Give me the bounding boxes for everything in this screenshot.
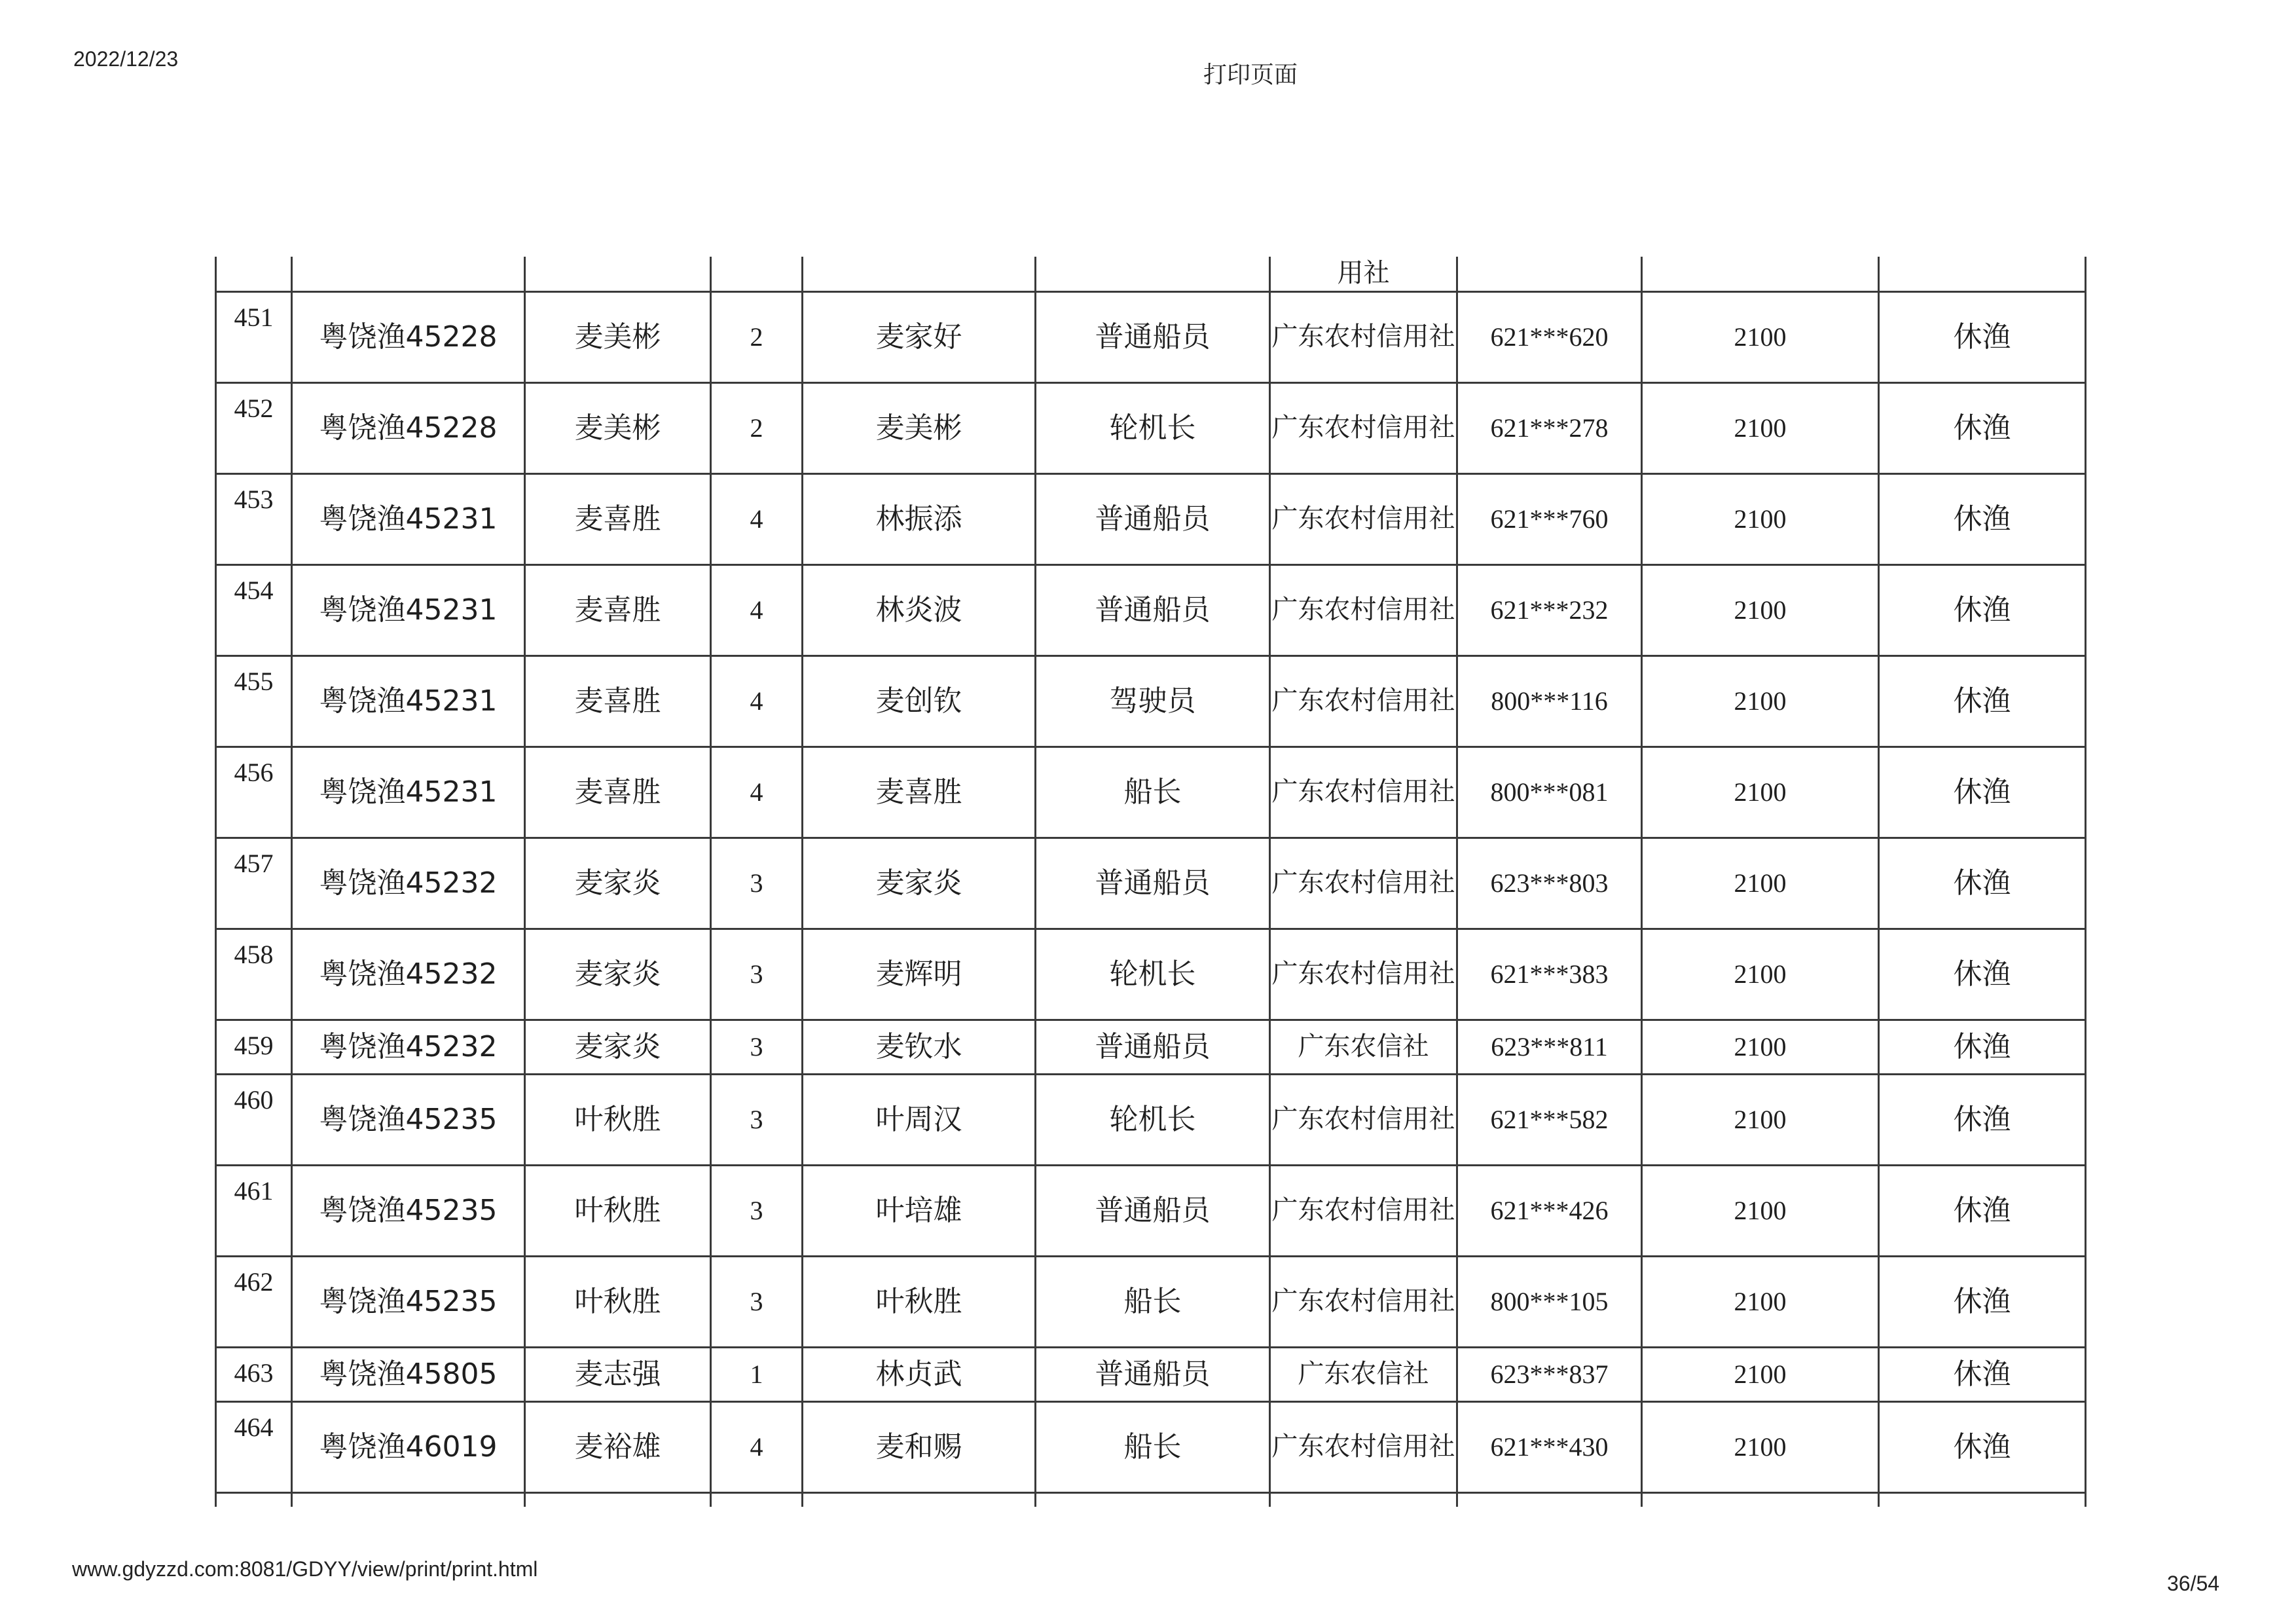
row-number: 461 <box>216 1166 292 1257</box>
crew-count: 4 <box>711 565 803 656</box>
bank-name: 广东农村信用社 <box>1270 656 1457 747</box>
owner-name: 麦喜胜 <box>525 565 711 656</box>
crew-count: 4 <box>711 474 803 565</box>
table-body <box>216 257 2086 1507</box>
crew-count: 2 <box>711 383 803 474</box>
crew-name: 林炎波 <box>803 565 1036 656</box>
crew-name: 麦辉明 <box>803 929 1036 1020</box>
owner-name: 麦喜胜 <box>525 474 711 565</box>
boat-number: 粤饶渔45231 <box>292 747 525 838</box>
boat-number: 粤饶渔45228 <box>292 383 525 474</box>
subsidy-amount: 2100 <box>1642 474 1879 565</box>
account-number: 623***803 <box>1457 838 1642 929</box>
crew-name: 麦家炎 <box>803 838 1036 929</box>
account-number: 800***105 <box>1457 1257 1642 1348</box>
boat-number: 粤饶渔45232 <box>292 929 525 1020</box>
subsidy-amount: 2100 <box>1642 1257 1879 1348</box>
continuation-row <box>216 257 2086 292</box>
bank-name: 广东农村信用社 <box>1270 1166 1457 1257</box>
crew-role: 轮机长 <box>1036 383 1270 474</box>
table-row <box>216 474 2086 565</box>
crew-name: 叶秋胜 <box>803 1257 1036 1348</box>
account-number: 623***811 <box>1457 1020 1642 1075</box>
crew-role: 轮机长 <box>1036 1075 1270 1166</box>
boat-number: 粤饶渔45232 <box>292 1020 525 1075</box>
table-row <box>216 1020 2086 1075</box>
row-number: 458 <box>216 929 292 1020</box>
subsidy-type: 休渔 <box>1879 1402 2086 1493</box>
crew-name: 麦创钦 <box>803 656 1036 747</box>
owner-name: 麦家炎 <box>525 838 711 929</box>
table-row <box>216 1075 2086 1166</box>
row-number: 451 <box>216 292 292 383</box>
owner-name: 麦志强 <box>525 1348 711 1402</box>
subsidy-type: 休渔 <box>1879 1020 2086 1075</box>
crew-role: 普通船员 <box>1036 1020 1270 1075</box>
crew-name: 叶培雄 <box>803 1166 1036 1257</box>
crew-role: 船长 <box>1036 1402 1270 1493</box>
subsidy-type: 休渔 <box>1879 1257 2086 1348</box>
bank-name: 广东农信社 <box>1270 1348 1457 1402</box>
table-row <box>216 1257 2086 1348</box>
boat-number: 粤饶渔45805 <box>292 1348 525 1402</box>
crew-role: 普通船员 <box>1036 838 1270 929</box>
subsidy-amount: 2100 <box>1642 1020 1879 1075</box>
bank-name: 广东农村信用社 <box>1270 747 1457 838</box>
owner-name: 叶秋胜 <box>525 1166 711 1257</box>
boat-number: 粤饶渔46019 <box>292 1402 525 1493</box>
boat-number: 粤饶渔45232 <box>292 838 525 929</box>
crew-name: 林贞武 <box>803 1348 1036 1402</box>
owner-name: 麦家炎 <box>525 1020 711 1075</box>
crew-role: 普通船员 <box>1036 292 1270 383</box>
crew-name: 林振添 <box>803 474 1036 565</box>
crew-name: 麦美彬 <box>803 383 1036 474</box>
subsidy-type: 休渔 <box>1879 565 2086 656</box>
table-row <box>216 929 2086 1020</box>
row-number: 462 <box>216 1257 292 1348</box>
subsidy-amount: 2100 <box>1642 656 1879 747</box>
subsidy-amount: 2100 <box>1642 838 1879 929</box>
table-row <box>216 656 2086 747</box>
account-number: 621***760 <box>1457 474 1642 565</box>
crew-name: 麦钦水 <box>803 1020 1036 1075</box>
table-row <box>216 565 2086 656</box>
row-number: 457 <box>216 838 292 929</box>
continued-bank-text: 用社 <box>1270 257 1457 292</box>
bank-name: 广东农信社 <box>1270 1020 1457 1075</box>
page-title: 打印页面 <box>1203 61 1298 88</box>
crew-count: 3 <box>711 929 803 1020</box>
print-date: 2022/12/23 <box>73 47 179 71</box>
subsidy-type: 休渔 <box>1879 1075 2086 1166</box>
account-number: 623***837 <box>1457 1348 1642 1402</box>
crew-count: 4 <box>711 1402 803 1493</box>
crew-role: 船长 <box>1036 1257 1270 1348</box>
boat-number: 粤饶渔45231 <box>292 656 525 747</box>
subsidy-amount: 2100 <box>1642 747 1879 838</box>
account-number: 621***383 <box>1457 929 1642 1020</box>
boat-number: 粤饶渔45231 <box>292 474 525 565</box>
boat-number: 粤饶渔45235 <box>292 1166 525 1257</box>
subsidy-amount: 2100 <box>1642 1402 1879 1493</box>
row-number: 459 <box>216 1020 292 1075</box>
row-number: 464 <box>216 1402 292 1493</box>
account-number: 621***232 <box>1457 565 1642 656</box>
subsidy-type: 休渔 <box>1879 656 2086 747</box>
crew-role: 普通船员 <box>1036 1166 1270 1257</box>
subsidy-type: 休渔 <box>1879 383 2086 474</box>
table-row <box>216 1348 2086 1402</box>
subsidy-amount: 2100 <box>1642 929 1879 1020</box>
owner-name: 麦喜胜 <box>525 656 711 747</box>
bank-name: 广东农村信用社 <box>1270 1075 1457 1166</box>
account-number: 621***620 <box>1457 292 1642 383</box>
subsidy-amount: 2100 <box>1642 383 1879 474</box>
crew-count: 3 <box>711 1166 803 1257</box>
boat-number: 粤饶渔45231 <box>292 565 525 656</box>
crew-role: 轮机长 <box>1036 929 1270 1020</box>
account-number: 621***426 <box>1457 1166 1642 1257</box>
subsidy-amount: 2100 <box>1642 565 1879 656</box>
row-number: 456 <box>216 747 292 838</box>
boat-number: 粤饶渔45228 <box>292 292 525 383</box>
bank-name: 广东农村信用社 <box>1270 838 1457 929</box>
owner-name: 叶秋胜 <box>525 1075 711 1166</box>
subsidy-type: 休渔 <box>1879 292 2086 383</box>
subsidy-type: 休渔 <box>1879 474 2086 565</box>
bank-name: 广东农村信用社 <box>1270 383 1457 474</box>
boat-number: 粤饶渔45235 <box>292 1257 525 1348</box>
crew-name: 麦家好 <box>803 292 1036 383</box>
subsidy-type: 休渔 <box>1879 929 2086 1020</box>
crew-role: 普通船员 <box>1036 1348 1270 1402</box>
account-number: 621***430 <box>1457 1402 1642 1493</box>
row-number: 452 <box>216 383 292 474</box>
row-number: 455 <box>216 656 292 747</box>
crew-count: 4 <box>711 656 803 747</box>
table-row <box>216 838 2086 929</box>
bank-name: 广东农村信用社 <box>1270 292 1457 383</box>
page-number: 36/54 <box>2167 1572 2220 1595</box>
owner-name: 麦裕雄 <box>525 1402 711 1493</box>
crew-count: 2 <box>711 292 803 383</box>
crew-role: 普通船员 <box>1036 565 1270 656</box>
crew-role: 驾驶员 <box>1036 656 1270 747</box>
row-number: 453 <box>216 474 292 565</box>
boat-number: 粤饶渔45235 <box>292 1075 525 1166</box>
table-row <box>216 1402 2086 1493</box>
account-number: 800***081 <box>1457 747 1642 838</box>
subsidy-type: 休渔 <box>1879 1348 2086 1402</box>
print-url[interactable]: www.gdyzzd.com:8081/GDYY/view/print/print.html <box>72 1557 538 1581</box>
crew-count: 3 <box>711 1075 803 1166</box>
account-number: 621***278 <box>1457 383 1642 474</box>
bank-name: 广东农村信用社 <box>1270 1402 1457 1493</box>
table-row <box>216 1166 2086 1257</box>
subsidy-amount: 2100 <box>1642 1166 1879 1257</box>
subsidy-type: 休渔 <box>1879 747 2086 838</box>
bank-name: 广东农村信用社 <box>1270 474 1457 565</box>
crew-count: 3 <box>711 1257 803 1348</box>
crew-name: 麦喜胜 <box>803 747 1036 838</box>
owner-name: 麦喜胜 <box>525 747 711 838</box>
subsidy-type: 休渔 <box>1879 1166 2086 1257</box>
row-number: 460 <box>216 1075 292 1166</box>
subsidy-amount: 2100 <box>1642 1348 1879 1402</box>
crew-name: 麦和赐 <box>803 1402 1036 1493</box>
owner-name: 叶秋胜 <box>525 1257 711 1348</box>
roster-table <box>215 257 2086 1507</box>
subsidy-amount: 2100 <box>1642 1075 1879 1166</box>
owner-name: 麦家炎 <box>525 929 711 1020</box>
crew-count: 3 <box>711 838 803 929</box>
bank-name: 广东农村信用社 <box>1270 1257 1457 1348</box>
table-row <box>216 747 2086 838</box>
row-number: 463 <box>216 1348 292 1402</box>
crew-name: 叶周汉 <box>803 1075 1036 1166</box>
account-number: 621***582 <box>1457 1075 1642 1166</box>
account-number: 800***116 <box>1457 656 1642 747</box>
crew-count: 1 <box>711 1348 803 1402</box>
crew-role: 船长 <box>1036 747 1270 838</box>
table-row <box>216 292 2086 383</box>
subsidy-amount: 2100 <box>1642 292 1879 383</box>
crew-count: 3 <box>711 1020 803 1075</box>
bank-name: 广东农村信用社 <box>1270 565 1457 656</box>
crew-role: 普通船员 <box>1036 474 1270 565</box>
table-row <box>216 383 2086 474</box>
table-tail-row <box>216 1493 2086 1507</box>
bank-name: 广东农村信用社 <box>1270 929 1457 1020</box>
owner-name: 麦美彬 <box>525 383 711 474</box>
owner-name: 麦美彬 <box>525 292 711 383</box>
subsidy-type: 休渔 <box>1879 838 2086 929</box>
crew-count: 4 <box>711 747 803 838</box>
row-number: 454 <box>216 565 292 656</box>
